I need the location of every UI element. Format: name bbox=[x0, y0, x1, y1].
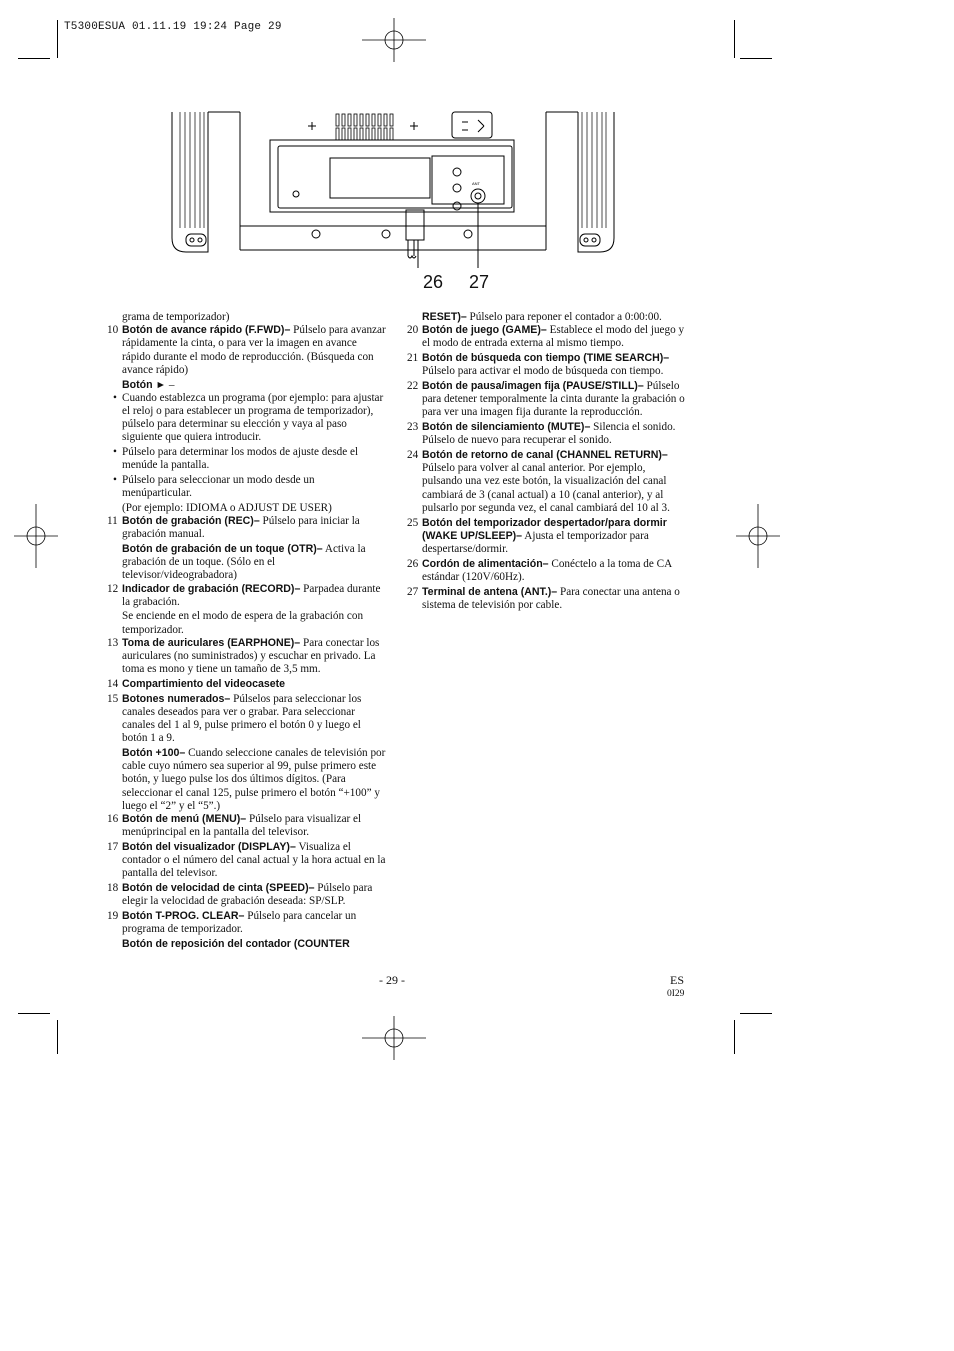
item-18: 18 Botón de velocidad de cinta (SPEED)– Púlselo para elegir la velocidad de grabación deseada: SP/SLP. bbox=[107, 882, 373, 908]
item-15: 15 Botones numerados– Púlselos para seleccionar los canales deseados para ver o grabar. Para seleccionar canales del 1 al 9, pulse primero el botón 0 y luego el botón 1 a 9. bbox=[107, 692, 362, 745]
item-19: 19 Botón T-PROG. CLEAR– Púlselo para cancelar un programa de temporizador. bbox=[107, 909, 357, 936]
item-24: 24 Botón de retorno de canal (CHANNEL RETURN)– Púlselo para volver al canal anterior. Por ejemplo, pulsando una vez este botón, la visualización del canal cambiará de 3 (canal actual) a 10 (canal anterior), y al pulsarlo por segunda vez, el canal cambiará del 10 al 3. bbox=[407, 449, 670, 514]
sub-counter-reset: Botón de reposición del contador (COUNTER bbox=[122, 937, 350, 950]
record-note: Se enciende en el modo de espera de la grabación con temporizador. bbox=[122, 610, 364, 636]
item-13: 13 Toma de auriculares (EARPHONE)– Para conectar los auriculares (no suministrados) y escuchar en privado. La toma es mono y tiene un tamaño de 3,5 mm. bbox=[107, 636, 380, 676]
registration-mark-left bbox=[14, 504, 58, 568]
item-16: 16 Botón de menú (MENU)– Púlselo para visualizar el menúprincipal en la pantalla del televisor. bbox=[107, 813, 362, 839]
item-20: 20 Botón de juego (GAME)– Establece el modo del juego y el modo de entrada externa al mismo tiempo. bbox=[407, 324, 685, 350]
item-25: 25 Botón del temporizador despertador/para dormir (WAKE UP/SLEEP)– Ajusta el temporizador para despertarse/dormir. bbox=[407, 516, 667, 555]
right-column bbox=[407, 311, 687, 613]
item-14: 14 Compartimiento del videocasete bbox=[107, 677, 286, 690]
callout-27: 27 bbox=[469, 272, 490, 292]
sub-play-button: Botón ► – bbox=[122, 378, 175, 391]
item-17: 17 Botón del visualizador (DISPLAY)– Visualiza el contador o el número del canal actual y la hora actual en la pantalla del televisor. bbox=[107, 840, 386, 880]
page-number: - 29 - bbox=[379, 973, 405, 987]
item-21: 21 Botón de búsqueda con tiempo (TIME SEARCH)– Púlselo para activar el modo de búsqueda con tiempo. bbox=[407, 352, 670, 378]
sub-otr-button: Botón de grabación de un toque (OTR)– Activa la grabación de un toque. (Sólo en el televisor/videograbadora) bbox=[122, 542, 366, 582]
language-code: ES bbox=[670, 973, 685, 987]
left-column bbox=[107, 311, 387, 951]
item-12: 12 Indicador de grabación (RECORD)– Parpadea durante la grabación. bbox=[107, 582, 381, 608]
item-23: 23 Botón de silenciamiento (MUTE)– Silencia el sonido. Púlselo de nuevo para recuperar el sonido. bbox=[407, 421, 676, 447]
print-header: T5300ESUA 01.11.19 19:24 Page 29 bbox=[64, 21, 282, 33]
sub-plus100-button: Botón +100– Cuando seleccione canales de televisión por cable cuyo número sea superior al 99, pulse primero este botón, y luego pulse los dos últimos dígitos. (Para seleccionar el canal 125, pulse primero el botón “+100” y luego el “2” y el “5”.) bbox=[122, 747, 386, 812]
registration-mark-bottom bbox=[362, 1016, 426, 1060]
registration-mark-right bbox=[736, 504, 780, 568]
ant-label: ANT bbox=[472, 181, 480, 186]
continued-counter-reset: RESET)– Púlselo para reponer el contador a 0:00:00. bbox=[422, 311, 662, 323]
item-10: 10 Botón de avance rápido (F.FWD)– Púlselo para avanzar rápidamente la cinta, o para ver la imagen en avance rápido durante el modo de reproducción. (Búsqueda con avance rápido) bbox=[107, 324, 386, 376]
bullet-item: • Púlselo para seleccionar un modo desde un menúparticular. bbox=[113, 473, 315, 500]
registration-mark-top bbox=[362, 18, 426, 62]
bullet-item: • Cuando establezca un programa (por ejemplo: para ajustar el reloj o para establecer un programa de temporizador), púlselo para determinar su elección y vaya al paso siguiente que quiera introducir. bbox=[113, 391, 384, 444]
item-27: 27 Terminal de antena (ANT.)– Para conectar una antena o sistema de televisión por cable. bbox=[407, 585, 680, 611]
item-11: 11 Botón de grabación (REC)– Púlselo para iniciar la grabación manual. bbox=[107, 515, 360, 541]
callout-26: 26 bbox=[423, 272, 444, 292]
item-26: 26 Cordón de alimentación– Conéctelo a la toma de CA estándar (120V/60Hz). bbox=[407, 557, 672, 583]
example-note: (Por ejemplo: IDIOMA o ADJUST DE USER) bbox=[122, 501, 332, 514]
bullet-item: • Púlselo para determinar los modos de ajuste desde el menúde la pantalla. bbox=[113, 446, 359, 472]
document-code: 0I29 bbox=[667, 989, 685, 999]
item-22: 22 Botón de pausa/imagen fija (PAUSE/STILL)– Púlselo para detener temporalmente la cinta durante la grabación o para ver una imagen fija durante la reproducción. bbox=[407, 380, 685, 419]
tv-rear-illustration bbox=[168, 110, 618, 275]
continued-text: grama de temporizador) bbox=[122, 311, 230, 323]
